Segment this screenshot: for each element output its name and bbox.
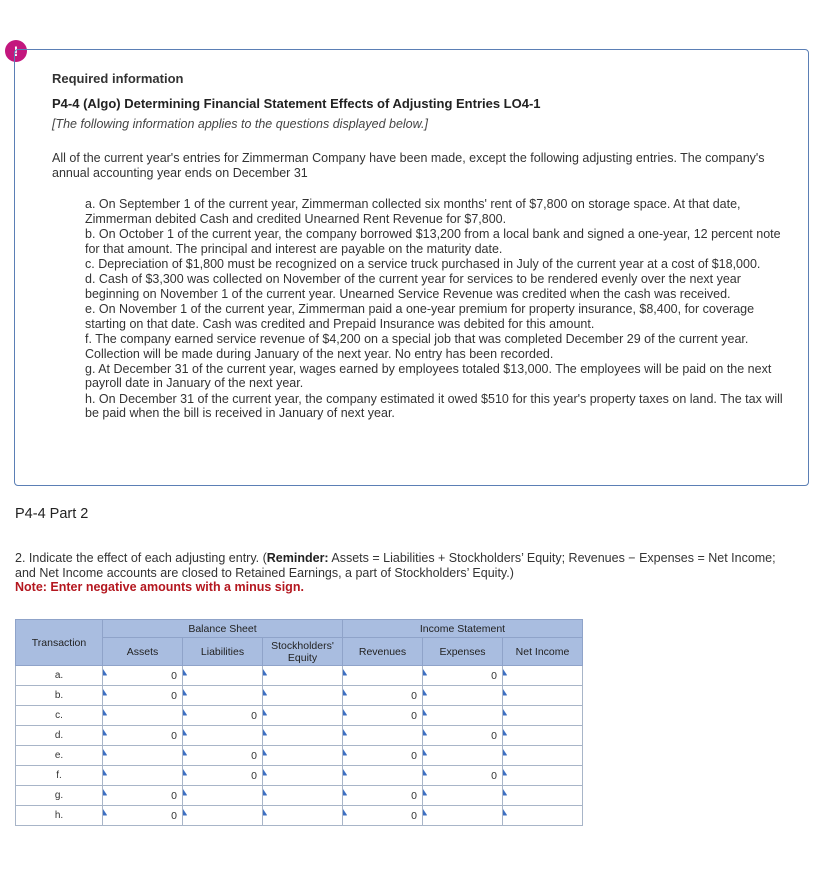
instruction-suffix: Assets = Liabilities + Stockholders’ Equity; Revenues − Expenses = Net Income; and Net Income accounts are closed to Retained Earnings, a part of Stockholders’ Equity.) [15,551,776,580]
revenues-cell[interactable] [343,786,423,806]
assets-input[interactable] [103,727,182,745]
revenues-input[interactable] [343,707,422,725]
net-income-input[interactable] [503,807,582,825]
transaction-label: c. [16,706,103,726]
required-information-box [14,49,809,486]
assets-input[interactable] [103,807,182,825]
instruction-text [15,551,795,580]
expenses-input[interactable] [423,707,502,725]
revenues-input[interactable] [343,767,422,785]
equity-cell[interactable] [263,666,343,686]
assets-cell[interactable] [103,786,183,806]
table-row [16,786,583,806]
instruction-reminder: Reminder: [266,551,329,565]
equity-input[interactable] [263,767,342,785]
equity-cell[interactable] [263,746,343,766]
liabilities-cell[interactable] [183,746,263,766]
expenses-cell[interactable] [423,686,503,706]
header-stockholders-equity: Stockholders' Equity [263,638,343,666]
transaction-label: e. [16,746,103,766]
alert-icon: ! [5,40,27,62]
assets-cell[interactable] [103,666,183,686]
expenses-input[interactable] [423,807,502,825]
revenues-input[interactable] [343,747,422,765]
net-income-input[interactable] [503,767,582,785]
expenses-input[interactable] [423,667,502,685]
revenues-cell[interactable] [343,706,423,726]
liabilities-input[interactable] [183,787,262,805]
revenues-input[interactable] [343,727,422,745]
table-row [16,806,583,826]
revenues-cell[interactable] [343,686,423,706]
net-income-cell[interactable] [503,806,583,826]
assets-cell[interactable] [103,766,183,786]
net-income-input[interactable] [503,687,582,705]
expenses-input[interactable] [423,687,502,705]
transaction-label: d. [16,726,103,746]
liabilities-input[interactable] [183,767,262,785]
liabilities-input[interactable] [183,807,262,825]
assets-cell[interactable] [103,806,183,826]
part-title: P4-4 Part 2 [15,506,89,522]
liabilities-input[interactable] [183,747,262,765]
entry-c: c. Depreciation of $1,800 must be recognized on a service truck purchased in July of the current year at a cost of $18,000. [85,256,761,271]
effects-table [15,619,583,826]
header-income-statement: Income Statement [343,620,583,638]
equity-cell[interactable] [263,726,343,746]
equity-input[interactable] [263,787,342,805]
equity-input[interactable] [263,747,342,765]
expenses-cell[interactable] [423,786,503,806]
revenues-input[interactable] [343,807,422,825]
expenses-input[interactable] [423,747,502,765]
assets-input[interactable] [103,667,182,685]
liabilities-cell[interactable] [183,686,263,706]
net-income-input[interactable] [503,707,582,725]
net-income-cell[interactable] [503,766,583,786]
net-income-input[interactable] [503,667,582,685]
liabilities-cell[interactable] [183,786,263,806]
net-income-cell[interactable] [503,726,583,746]
header-expenses: Expenses [423,638,503,666]
liabilities-input[interactable] [183,667,262,685]
net-income-cell[interactable] [503,786,583,806]
liabilities-cell[interactable] [183,726,263,746]
problem-title: P4-4 (Algo) Determining Financial Statement Effects of Adjusting Entries LO4-1 [52,96,541,111]
equity-cell[interactable] [263,806,343,826]
equity-cell[interactable] [263,706,343,726]
revenues-cell[interactable] [343,666,423,686]
entry-h: h. On December 31 of the current year, the company estimated it owed $510 for this year's property taxes on land. The tax will be paid when the bill is received in January of next year. [85,391,783,421]
revenues-input[interactable] [343,787,422,805]
equity-cell[interactable] [263,686,343,706]
assets-input[interactable] [103,787,182,805]
entry-g: g. At December 31 of the current year, wages earned by employees totaled $13,000. The employees will be paid on the next payroll date in January of the next year. [85,361,772,391]
net-income-cell[interactable] [503,706,583,726]
adjusting-entries-list [85,197,785,422]
entry-d: d. Cash of $3,300 was collected on November of the current year for services to be rendered evenly over the next year beginning on November 1 of the current year. Unearned Service Revenue was credited when the cash was received. [85,272,741,301]
header-net-income: Net Income [503,638,583,666]
net-income-input[interactable] [503,787,582,805]
equity-input[interactable] [263,687,342,705]
assets-input[interactable] [103,747,182,765]
net-income-cell[interactable] [503,686,583,706]
table-row [16,726,583,746]
expenses-cell[interactable] [423,706,503,726]
transaction-label: f. [16,766,103,786]
equity-input[interactable] [263,807,342,825]
transaction-label: g. [16,786,103,806]
liabilities-input[interactable] [183,727,262,745]
revenues-input[interactable] [343,667,422,685]
header-balance-sheet: Balance Sheet [103,620,343,638]
revenues-cell[interactable] [343,806,423,826]
assets-cell[interactable] [103,746,183,766]
assets-cell[interactable] [103,726,183,746]
entry-b: b. On October 1 of the current year, the company borrowed $13,200 from a local bank and signed a one-year, 12 percent note for that amount. The principal and interest are payable on the maturity date. [85,226,781,256]
net-income-cell[interactable] [503,746,583,766]
expenses-cell[interactable] [423,806,503,826]
expenses-cell[interactable] [423,746,503,766]
equity-input[interactable] [263,667,342,685]
transaction-label: a. [16,666,103,686]
equity-input[interactable] [263,727,342,745]
entry-e: e. On November 1 of the current year, Zimmerman paid a one-year premium for property insurance, $8,400, for coverage starting on that date. Cash was credited and Prepaid Insurance was debited for this amount. [85,301,755,331]
header-assets: Assets [103,638,183,666]
net-income-cell[interactable] [503,666,583,686]
net-income-input[interactable] [503,747,582,765]
transaction-label: b. [16,686,103,706]
header-transaction: Transaction [16,620,103,666]
liabilities-cell[interactable] [183,806,263,826]
liabilities-input[interactable] [183,707,262,725]
expenses-input[interactable] [423,787,502,805]
negative-amount-note: Note: Enter negative amounts with a minus sign. [15,580,304,594]
liabilities-cell[interactable] [183,666,263,686]
revenues-cell[interactable] [343,766,423,786]
expenses-cell[interactable] [423,766,503,786]
revenues-cell[interactable] [343,746,423,766]
table-row [16,766,583,786]
assets-input[interactable] [103,767,182,785]
equity-cell[interactable] [263,766,343,786]
header-liabilities: Liabilities [183,638,263,666]
expenses-input[interactable] [423,727,502,745]
expenses-cell[interactable] [423,666,503,686]
liabilities-cell[interactable] [183,706,263,726]
expenses-cell[interactable] [423,726,503,746]
table-row [16,686,583,706]
assets-input[interactable] [103,687,182,705]
transaction-label: h. [16,806,103,826]
revenues-input[interactable] [343,687,422,705]
equity-cell[interactable] [263,786,343,806]
assets-input[interactable] [103,707,182,725]
assets-cell[interactable] [103,686,183,706]
equity-input[interactable] [263,707,342,725]
entry-f: f. The company earned service revenue of $4,200 on a special job that was completed December 29 of the current year. Collection will be made during January of the next year. No entry has been recorded. [85,331,749,361]
required-info-label: Required information [52,71,184,86]
table-row [16,706,583,726]
liabilities-input[interactable] [183,687,262,705]
header-revenues: Revenues [343,638,423,666]
assets-cell[interactable] [103,706,183,726]
problem-subtitle: [The following information applies to the questions displayed below.] [52,117,428,131]
table-row [16,666,583,686]
entry-a: a. On September 1 of the current year, Zimmerman collected six months' rent of $7,800 on storage space. At that date, Zimmerman debited Cash and credited Unearned Rent Revenue for $7,800. [85,197,741,226]
table-row [16,746,583,766]
net-income-input[interactable] [503,727,582,745]
revenues-cell[interactable] [343,726,423,746]
liabilities-cell[interactable] [183,766,263,786]
instruction-prefix: 2. Indicate the effect of each adjusting entry. ( [15,551,267,565]
expenses-input[interactable] [423,767,502,785]
intro-text: All of the current year's entries for Zimmerman Company have been made, except the following adjusting entries. The company's annual accounting year ends on December 31 [52,151,765,180]
